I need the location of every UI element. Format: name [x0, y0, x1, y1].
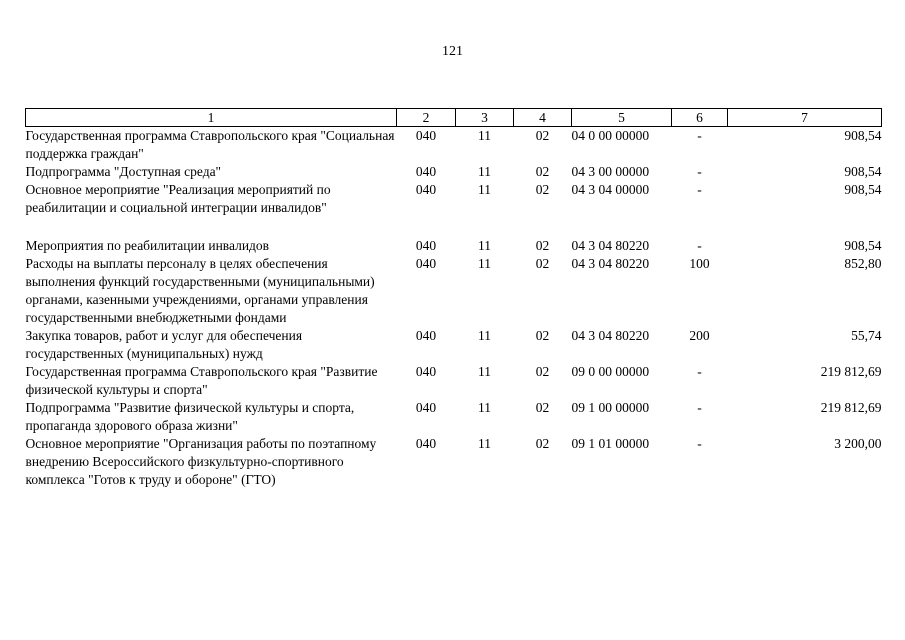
table-row	[26, 237, 882, 255]
table-row	[26, 363, 882, 399]
row-code-section: 11	[478, 400, 491, 415]
row-name: Основное мероприятие "Реализация мероприятий по реабилитации и социальной интеграции инвалидов"	[25, 182, 331, 215]
row-name: Государственная программа Ставропольского края "Социальная поддержка граждан"	[25, 128, 395, 161]
row-code-ministry: 040	[415, 364, 437, 379]
table-row	[26, 127, 882, 164]
row-amount: 908,54	[844, 182, 882, 197]
row-code-ministry: 040	[415, 128, 437, 143]
row-code-expense-type: -	[697, 128, 702, 143]
header-col-6: 6	[672, 109, 728, 127]
row-code-subsection: 02	[535, 364, 550, 379]
table-row	[26, 163, 882, 181]
row-amount: 55,74	[851, 328, 882, 343]
row-code-target: 04 3 00 00000	[571, 164, 650, 179]
spacer-cell	[26, 217, 882, 237]
row-spacer	[26, 217, 882, 237]
row-code-expense-type: 100	[689, 256, 710, 271]
header-col-5: 5	[572, 109, 672, 127]
row-code-target: 09 0 00 00000	[571, 364, 650, 379]
row-code-section: 11	[478, 436, 491, 451]
row-amount: 219 812,69	[820, 400, 882, 415]
row-code-expense-type: -	[697, 164, 702, 179]
row-code-target: 04 3 04 80220	[571, 328, 650, 343]
row-code-subsection: 02	[535, 238, 550, 253]
row-code-subsection: 02	[535, 164, 550, 179]
row-name: Подпрограмма "Развитие физической культуры и спорта, пропаганда здорового образа жизни"	[25, 400, 355, 433]
row-code-ministry: 040	[415, 436, 437, 451]
row-code-section: 11	[478, 328, 491, 343]
row-code-section: 11	[478, 164, 491, 179]
row-code-section: 11	[478, 182, 491, 197]
row-amount: 908,54	[844, 128, 882, 143]
row-code-expense-type: -	[697, 182, 702, 197]
row-code-subsection: 02	[535, 128, 550, 143]
page-number: 121	[442, 44, 463, 59]
row-code-expense-type: -	[697, 436, 702, 451]
row-code-section: 11	[478, 256, 491, 271]
row-code-target: 04 0 00 00000	[571, 128, 650, 143]
table-row	[26, 181, 882, 217]
row-amount: 219 812,69	[820, 364, 882, 379]
row-name: Расходы на выплаты персоналу в целях обеспечения выполнения функций государственными (муниципальными) органами, казенными учреждениями, органами управления государственными внебюджетными фондами	[25, 256, 375, 325]
row-amount: 908,54	[844, 238, 882, 253]
header-col-7: 7	[728, 109, 882, 127]
table-row	[26, 255, 882, 327]
header-col-2: 2	[397, 109, 456, 127]
row-name: Основное мероприятие "Организация работы по поэтапному внедрению Всероссийского физкультурно-спортивного комплекса "Готов к труду и обороне" (ГТО)	[25, 436, 377, 487]
header-col-3: 3	[456, 109, 514, 127]
row-code-section: 11	[478, 128, 491, 143]
table-row	[26, 435, 882, 489]
row-name: Мероприятия по реабилитации инвалидов	[25, 238, 270, 253]
header-row	[26, 109, 882, 127]
row-name: Подпрограмма "Доступная среда"	[25, 164, 222, 179]
row-code-subsection: 02	[535, 256, 550, 271]
row-code-target: 09 1 01 00000	[571, 436, 650, 451]
row-name: Государственная программа Ставропольского края "Развитие физической культуры и спорта"	[25, 364, 378, 397]
row-code-target: 04 3 04 00000	[571, 182, 650, 197]
budget-table	[25, 108, 882, 489]
table-row	[26, 399, 882, 435]
row-code-section: 11	[478, 238, 491, 253]
row-code-subsection: 02	[535, 436, 550, 451]
row-amount: 908,54	[844, 164, 882, 179]
row-code-ministry: 040	[415, 182, 437, 197]
row-amount: 3 200,00	[834, 436, 882, 451]
row-code-target: 04 3 04 80220	[571, 256, 650, 271]
row-code-target: 04 3 04 80220	[571, 238, 650, 253]
row-code-expense-type: -	[697, 400, 702, 415]
row-code-expense-type: 200	[689, 328, 710, 343]
row-name: Закупка товаров, работ и услуг для обеспечения государственных (муниципальных) нужд	[25, 328, 303, 361]
row-code-ministry: 040	[415, 238, 437, 253]
row-code-ministry: 040	[415, 256, 437, 271]
row-code-ministry: 040	[415, 328, 437, 343]
header-col-4: 4	[514, 109, 572, 127]
row-code-target: 09 1 00 00000	[571, 400, 650, 415]
row-code-expense-type: -	[697, 364, 702, 379]
row-code-section: 11	[478, 364, 491, 379]
table-row	[26, 327, 882, 363]
row-code-expense-type: -	[697, 238, 702, 253]
row-code-subsection: 02	[535, 400, 550, 415]
row-code-ministry: 040	[415, 400, 437, 415]
row-code-ministry: 040	[415, 164, 437, 179]
row-code-subsection: 02	[535, 182, 550, 197]
header-col-1: 1	[26, 109, 397, 127]
row-amount: 852,80	[844, 256, 882, 271]
row-code-subsection: 02	[535, 328, 550, 343]
